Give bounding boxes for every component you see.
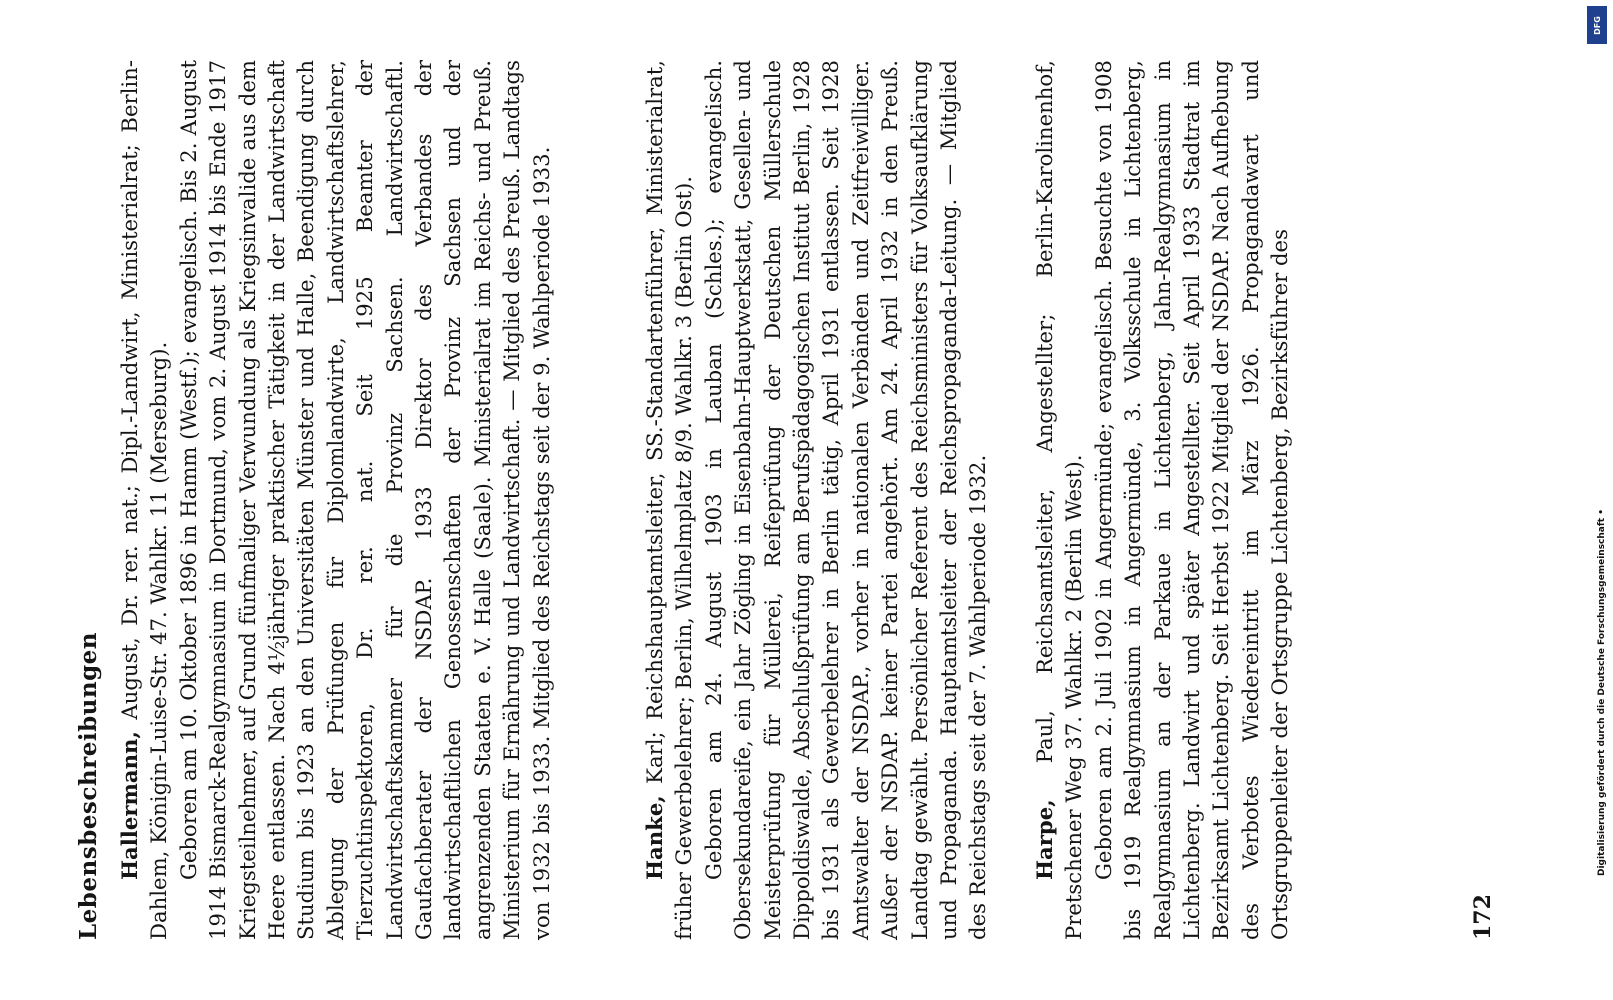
- entry-lead-text: August, Dr. rer. nat.; Dipl.-Landwirt, Ministerialrat; Berlin-Dahlem, Königin-Luise-Str. 47. Wahlkr. 11 (Merseburg).: [117, 60, 172, 940]
- entry-lead: [115, 60, 174, 940]
- entry-name: Hanke,: [642, 795, 667, 880]
- entry-name: Harpe,: [1032, 799, 1057, 880]
- page-heading: Lebensbeschreibungen: [75, 631, 102, 940]
- entry-name: Hallermann,: [117, 731, 142, 880]
- entry-paragraph: Geboren am 10. Oktober 1896 in Hamm (Westf.); evangelisch. Bis 2. August 1914 Bismarck-Realgymnasium in Dortmund, vom 2. August 1914 bis Ende 1917 Kriegsteilnehmer, auf Grund fünfmaliger Verwundung als Kriegsinvalide aus dem Heere entlassen. Nach 4½jähriger praktischer Tätigkeit in der Landwirtschaft Studium bis 1923 an den Universitäten Münster und Halle, Beendigung durch Ablegung der Prüfungen für Diplomlandwirte, Landwirtschaftslehrer, Tierzuchtinspektoren, Dr. rer. nat. Seit 1925 Beamter der Landwirtschaftskammer für die Provinz Sachsen. Landwirtschaftl. Gaufachberater der NSDAP. 1933 Direktor des Verbandes der landwirtschaftlichen Genossenschaften der Provinz Sachsen und der angrenzenden Staaten e. V. Halle (Saale). Ministerialrat im Reichs- und Preuß. Ministerium für Ernährung und Landwirtschaft. — Mitglied des Preuß. Landtags von 1932 bis 1933. Mitglied des Reichstags seit der 9. Wahlperiode 1933.: [175, 60, 554, 940]
- entry-hanke: [640, 60, 993, 940]
- entry-paragraph: Geboren am 2. Juli 1902 in Angermünde; evangelisch. Besuchte von 1908 bis 1919 Realgymnasium in Angermünde, 3. Volksschule in Lichtenberg, Realgymnasium an der Parkaue in Lichtenberg, Jahn-Realgymnasium in Lichtenberg. Landwirt und später Angestellter. Seit April 1933 Stadtrat im Bezirksamt Lichtenberg. Seit Herbst 1922 Mitglied der NSDAP. Nach Aufhebung des Verbotes Wiedereintritt im März 1926. Propagandawart und Ortsgruppenleiter der Ortsgruppe Lichtenberg, Bezirksführer des: [1090, 60, 1293, 940]
- entry-lead-text: Karl; Reichshauptamtsleiter, SS.-Standartenführer, Ministerialrat, früher Gewerbelehrer; Berlin, Wilhelmplatz 8/9. Wahlkr. 3 (Berlin Ost).: [642, 60, 697, 940]
- entry-hallermann: [115, 60, 556, 940]
- credit-text: Digitalisierung gefördert durch die Deutsche Forschungsgemeinschaft •: [1597, 509, 1607, 876]
- entry-harpe: [1030, 60, 1295, 940]
- entry-paragraph: Geboren am 24. August 1903 in Lauban (Schles.); evangelisch. Obersekundareife, ein Jahr Zögling in Eisenbahn-Hauptwerkstatt, Gesellen- und Meisterprüfung für Müllerei, Reifeprüfung der Deutschen Müllerschule Dippoldiswalde, Abschlußprüfung am Berufspädagogischen Institut Berlin, 1928 bis 1931 als Gewerbelehrer in Berlin tätig, April 1931 entlassen. Seit 1928 Amtswalter der NSDAP., vorher in nationalen Verbänden und Zeitfreiwilliger. Außer der NSDAP. keiner Partei angehört. Am 24. April 1932 in den Preuß. Landtag gewählt. Persönlicher Referent des Reichsministers für Volksaufklärung und Propaganda. Hauptamtsleiter der Reichspropaganda-Leitung. — Mitglied des Reichstags seit der 7. Wahlperiode 1932.: [700, 60, 991, 940]
- dfg-logo-text: DFG: [1592, 15, 1602, 35]
- dfg-logo-icon: [1587, 6, 1607, 44]
- page-number: 172: [1470, 894, 1496, 940]
- digitization-credit: [1585, 6, 1609, 906]
- entry-lead: [640, 60, 699, 940]
- entry-lead: [1030, 60, 1089, 940]
- entry-lead-text: Paul, Reichsamtsleiter, Angestellter; Berlin-Karolinenhof, Pretschener Weg 37. Wahlkr. 2 (Berlin West).: [1032, 60, 1087, 940]
- rotated-page: [75, 60, 1515, 940]
